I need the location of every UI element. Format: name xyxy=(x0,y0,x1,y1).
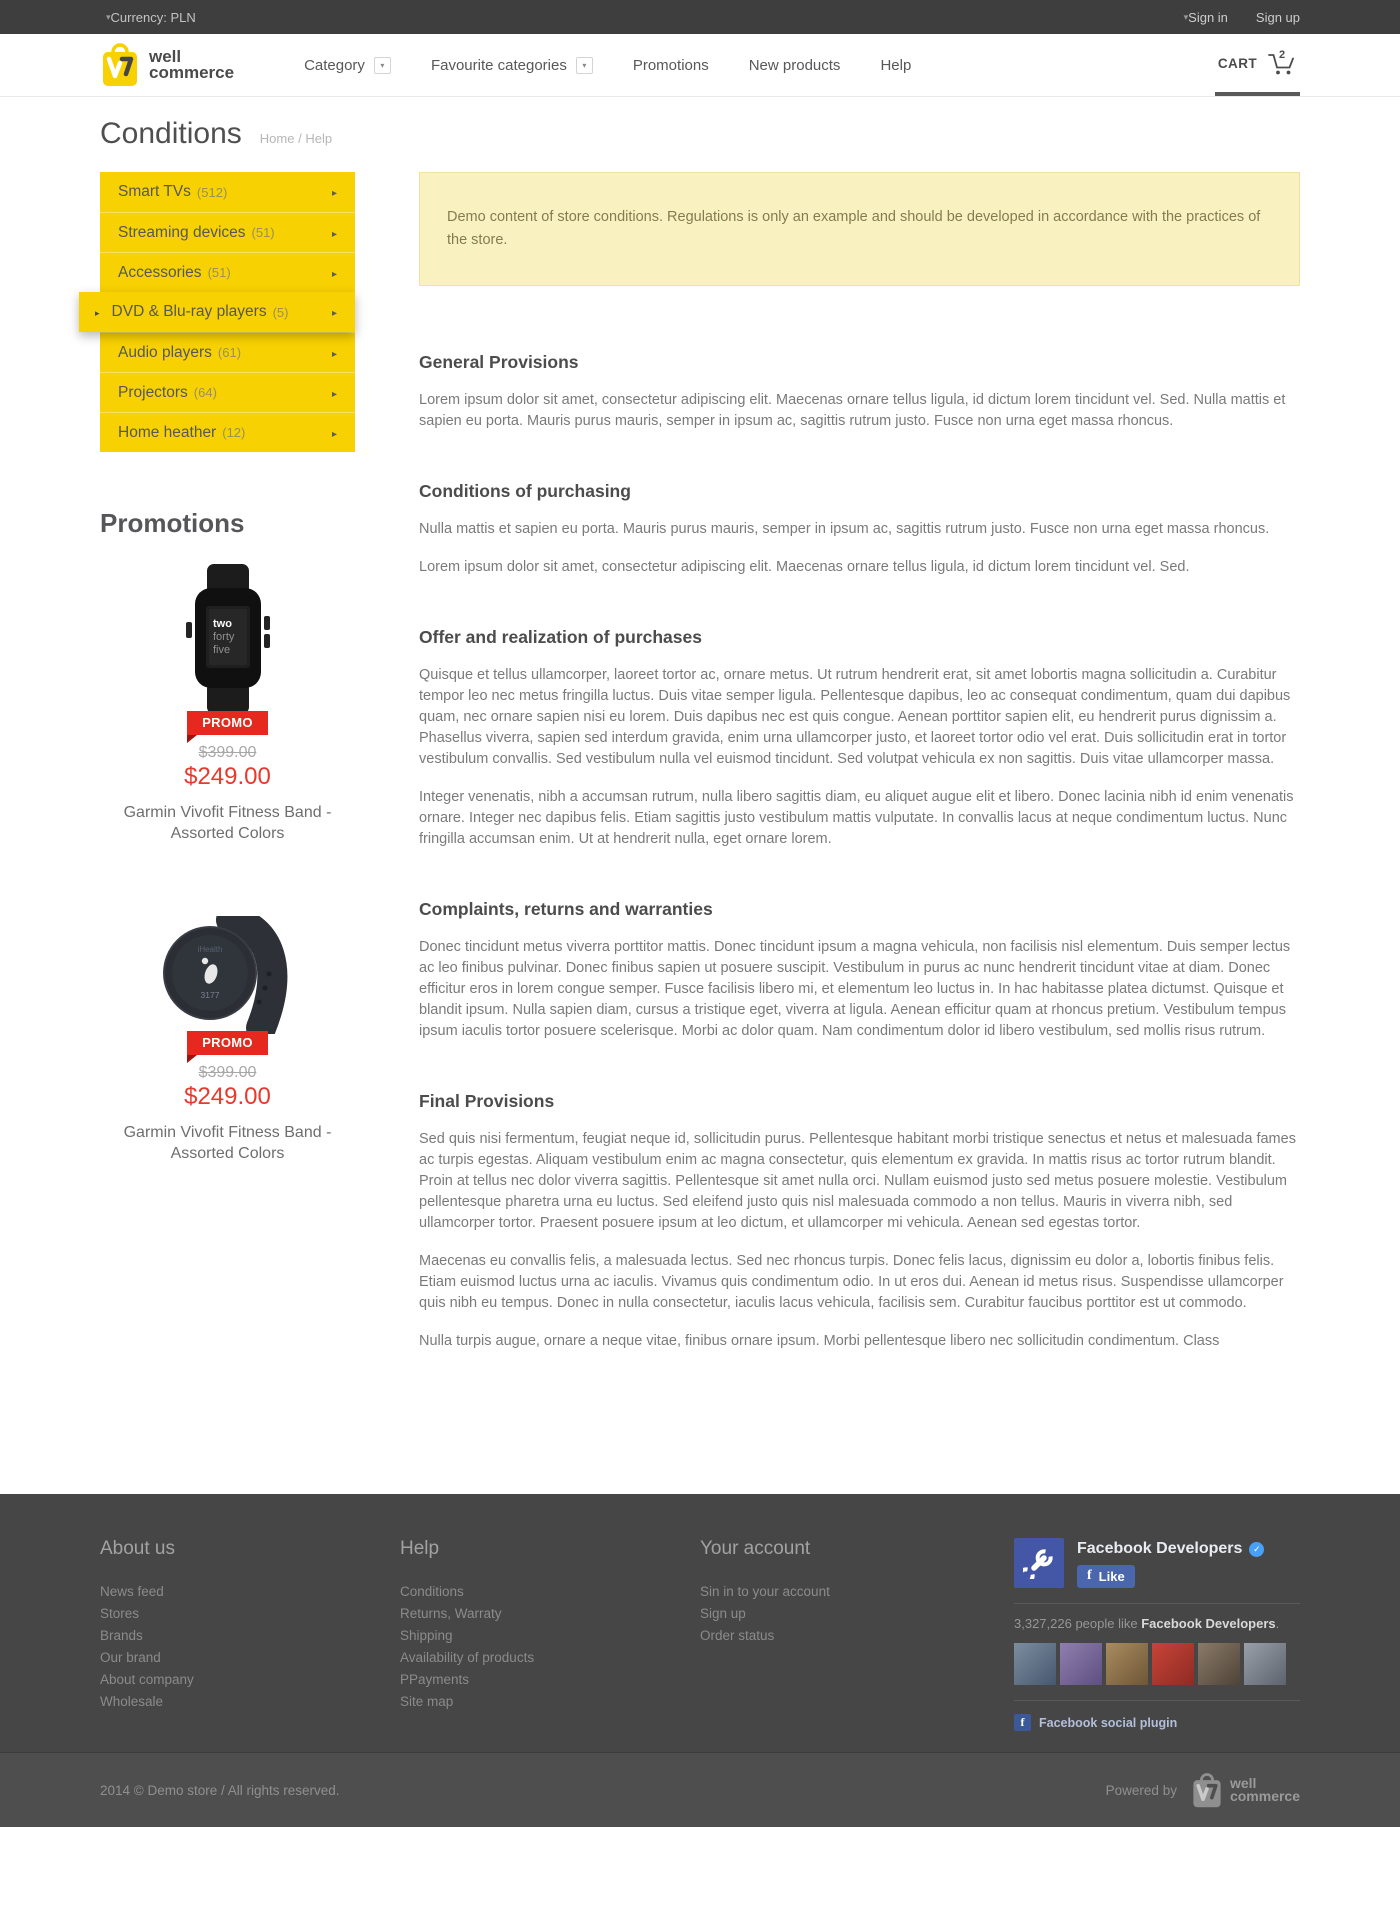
category-label: Audio players xyxy=(118,343,212,361)
divider xyxy=(1014,1700,1300,1701)
powered-logo-text: well commerce xyxy=(1229,1775,1300,1805)
currency-selector[interactable] xyxy=(100,10,196,25)
copyright-text: 2014 © Demo store / All rights reserved. xyxy=(100,1782,340,1798)
footer-links xyxy=(100,1581,400,1713)
promo-product-card[interactable] xyxy=(100,916,355,1164)
category-menu xyxy=(100,172,355,452)
footer-column-account xyxy=(700,1538,1014,1731)
footer-column-title: About us xyxy=(100,1538,175,1560)
category-count: (512) xyxy=(196,184,228,200)
sign-up-label: Sign up xyxy=(1255,9,1300,25)
section-paragraph: Maecenas eu convallis felis, a malesuada lectus. Sed nec rhoncus turpis. Donec felis lacus, dignissim eu dolor a, lobortis finibus felis. Etiam euismod luctus urna ac iaculis. Vivamus quis condimentum odio. In ut eros dui. Aenean id metus risus. Suspendisse ullamcorper quis nibh eu tempus. Donec in nulla consectetur, iaculis lacus vehicula, facilisis sem. Curabitur faucibus porttitor est ut commodo. xyxy=(419,1253,1284,1312)
section-heading: Offer and realization of purchases xyxy=(419,627,702,648)
footer-link[interactable]: Returns, Warraty xyxy=(400,1606,502,1622)
chevron-right-icon xyxy=(332,344,337,362)
content-area xyxy=(100,172,1300,1494)
cart-icon xyxy=(1267,50,1297,76)
chevron-right-icon xyxy=(332,424,337,442)
demo-notice-box: Demo content of store conditions. Regulations is only an example and should be developed in accordance with the practices of the store. xyxy=(419,172,1300,286)
page-head xyxy=(0,97,1400,151)
main-nav xyxy=(304,57,911,74)
facebook-fan-photo[interactable] xyxy=(1198,1643,1240,1685)
category-count: (61) xyxy=(217,345,242,360)
content-section xyxy=(419,352,1300,432)
nav-new-products-label: New products xyxy=(748,56,841,74)
footer-column-title: Help xyxy=(400,1538,440,1560)
nav-category[interactable] xyxy=(304,57,391,74)
footer-link[interactable]: Wholesale xyxy=(100,1694,164,1710)
sign-up-link[interactable] xyxy=(1256,10,1300,25)
svg-text:3177: 3177 xyxy=(200,990,219,1001)
nav-category-label: Category xyxy=(304,56,365,74)
category-label: Accessories xyxy=(118,263,202,281)
facebook-widget xyxy=(1014,1538,1300,1731)
section-paragraphs xyxy=(419,390,1300,432)
cart-button[interactable] xyxy=(1215,34,1300,96)
cart-label: CART xyxy=(1217,55,1257,71)
content-section xyxy=(419,627,1300,850)
section-heading: Complaints, returns and warranties xyxy=(419,899,713,920)
footer-link[interactable]: Our brand xyxy=(100,1650,161,1666)
category-label: Home heather xyxy=(118,423,217,441)
conditions-main xyxy=(419,172,1300,1494)
conditions-sections xyxy=(419,352,1300,1352)
category-label: Projectors xyxy=(118,383,188,401)
category-count: (51) xyxy=(207,265,231,280)
footer-link[interactable]: Shipping xyxy=(400,1628,453,1644)
chevron-right-icon xyxy=(332,264,337,282)
old-price: $399.00 xyxy=(198,744,257,761)
fitness-tracker-image xyxy=(153,916,303,1034)
promo-badge: PROMO xyxy=(187,711,268,735)
verified-badge-icon xyxy=(1249,1542,1264,1557)
section-paragraph: Nulla mattis et sapien eu porta. Mauris purus mauris, semper in ipsum ac, sagittis rutrum justo. Fusce non urna eget massa rhoncus. xyxy=(419,521,1270,538)
promo-product-card[interactable] xyxy=(100,564,355,844)
sidebar xyxy=(100,172,355,1494)
section-heading: Final Provisions xyxy=(419,1091,555,1112)
nav-help-label: Help xyxy=(880,56,912,74)
facebook-fan-photos xyxy=(1014,1643,1300,1685)
logo-text: well commerce xyxy=(149,46,235,82)
content-section xyxy=(419,899,1300,1042)
facebook-f-icon: f xyxy=(1087,1568,1092,1584)
footer-link[interactable]: News feed xyxy=(100,1584,164,1600)
section-paragraph: Donec tincidunt metus viverra porttitor mattis. Donec tincidunt ipsum a magna vehicula, non facilisis nisl elementum. Duis semper lectus ac leo finibus pulvinar. Donec finibus sapien ut posuere suscipit. Vestibulum in purus ac nunc hendrerit tincidunt vitae at diam. Donec efficitur eros in lorem congue semper. Fusce facilisis libero mi, et elementum leo luctus in. In hac habitasse platea dictumst. Quisque et blandit ipsum. Nulla sapien diam, cursus a tristique eget, viverra at ligula. Aenean efficitur quam at rhoncus pretium. Vestibulum tempus ipsum iaculis tortor posuere scelerisque. Morbi ac dolor quam. Nam condimentum dolor id libero vestibulum, sed mollis risus rutrum. xyxy=(419,939,1291,1040)
powered-by xyxy=(1106,1772,1300,1809)
sidebar-category-item[interactable] xyxy=(100,372,355,412)
section-paragraph: Lorem ipsum dolor sit amet, consectetur adipiscing elit. Maecenas ornare tellus ligula, id dictum lorem tincidunt vel. Sed. xyxy=(419,559,1190,576)
section-heading: General Provisions xyxy=(419,352,579,373)
facebook-plugin-label[interactable]: Facebook social plugin xyxy=(1039,1715,1178,1730)
wrench-icon xyxy=(1023,1547,1055,1579)
section-paragraph: Lorem ipsum dolor sit amet, consectetur adipiscing elit. Maecenas ornare tellus ligula, id dictum lorem tincidunt vel. Sed. Nulla mattis et sapien eu porta. Mauris purus mauris, semper in ipsum ac, sagittis rutrum justo. Fusce non urna eget massa rhoncus. xyxy=(419,392,1286,430)
category-label: DVD & Blu-ray players xyxy=(111,303,267,320)
sign-in-link[interactable] xyxy=(1178,10,1228,25)
wellcommerce-footer-logo[interactable] xyxy=(1191,1772,1300,1809)
account-links xyxy=(1178,10,1300,25)
facebook-fan-photo[interactable] xyxy=(1106,1643,1148,1685)
svg-text:two: two xyxy=(212,618,232,630)
product-name-link[interactable]: Garmin Vivofit Fitness Band - Assorted Colors xyxy=(123,804,332,843)
category-count: (51) xyxy=(251,225,275,240)
page-title: Conditions xyxy=(100,117,242,150)
svg-text:forty: forty xyxy=(212,631,234,643)
nav-favourite-categories[interactable] xyxy=(431,57,593,74)
like-label: Like xyxy=(1098,1568,1125,1584)
footer-link[interactable]: About company xyxy=(100,1672,194,1688)
facebook-fan-photo[interactable] xyxy=(1244,1643,1286,1685)
breadcrumb-home-link[interactable]: Home xyxy=(259,131,295,146)
chevron-right-icon xyxy=(332,183,337,201)
category-count: (5) xyxy=(272,304,289,320)
section-paragraphs xyxy=(419,665,1300,850)
facebook-developers-logo[interactable] xyxy=(1014,1538,1064,1588)
nav-promotions[interactable] xyxy=(633,57,709,74)
sign-in-label: ▾ Sign in xyxy=(1188,9,1228,25)
category-count: (64) xyxy=(193,385,217,400)
section-paragraph: Integer venenatis, nibh a accumsan rutrum, nulla libero sagittis diam, eu aliquet augue elit et libero. Donec lacinia nibh id enim venenatis ornare. Integer nec dapibus felis. Etiam sagittis justo vestibulum mattis vulputate. In convallis lacus at neque condimentum luctus. Nunc fringilla accumsan enim. Ut at hendrerit nulla, eget ornare lorem. xyxy=(419,789,1294,848)
divider xyxy=(1014,1603,1300,1604)
breadcrumb-separator: / xyxy=(298,131,302,146)
shopping-bag-logo-icon xyxy=(100,42,140,88)
category-label: Smart TVs xyxy=(118,183,191,200)
section-paragraphs xyxy=(419,519,1300,578)
footer-link[interactable]: Stores xyxy=(100,1606,140,1622)
footer-links xyxy=(700,1581,1014,1647)
chevron-right-icon xyxy=(332,224,337,242)
product-image-smartwatch xyxy=(100,564,355,714)
facebook-like-button[interactable] xyxy=(1077,1565,1135,1588)
footer-link[interactable]: Availability of products xyxy=(400,1650,535,1666)
facebook-fan-photo[interactable] xyxy=(1060,1643,1102,1685)
footer-link[interactable]: Site map xyxy=(400,1694,454,1710)
sidebar-category-item[interactable] xyxy=(100,252,355,292)
content-section xyxy=(419,481,1300,578)
category-count: (12) xyxy=(222,425,246,440)
currency-label: ▾ Currency: PLN xyxy=(110,9,196,25)
facebook-plugin-footer xyxy=(1014,1714,1300,1731)
nav-help[interactable] xyxy=(880,57,911,74)
smartwatch-image xyxy=(185,564,271,714)
current-price: $249.00 xyxy=(184,763,271,790)
main-header xyxy=(0,34,1400,97)
footer-column-title: Your account xyxy=(700,1538,811,1560)
nav-promotions-label: Promotions xyxy=(632,56,709,74)
facebook-like-count: 3,327,226 people like Facebook Developers. xyxy=(1014,1616,1280,1632)
sidebar-category-item[interactable] xyxy=(100,172,355,212)
nav-new-products[interactable] xyxy=(749,57,841,74)
chevron-right-icon xyxy=(332,384,337,402)
sidebar-category-item[interactable] xyxy=(79,292,355,332)
svg-text:iHealth: iHealth xyxy=(197,945,222,955)
section-paragraph: Quisque et tellus ullamcorper, laoreet tortor ac, ornare metus. Ut rutrum hendrerit erat, sit amet lobortis magna sollicitudin a. Curabitur tempor leo nec metus fringilla luctus. Duis vitae semper ligula. Pellentesque dapibus, leo ac consequat condimentum, quam dui dapibus quam, nec ornare sapien nisi eu lorem. Duis dapibus nec est quis congue. Aenean porttitor sapien elit, eu hendrerit purus dignissim a. Phasellus viverra, sapien sed interdum gravida, enim urna ullamcorper justo, et laoreet tortor odio vel erat. Duis sollicitudin erat in tortor vestibulum convallis. Sed vestibulum nulla vel euismod tincidunt. Sed volutpat vehicula ex non sagittis. Duis vitae ullamcorper massa. xyxy=(419,667,1291,768)
content-section xyxy=(419,1091,1300,1352)
chevron-right-icon xyxy=(332,303,337,321)
sidebar-category-item[interactable] xyxy=(100,332,355,372)
breadcrumb xyxy=(260,131,332,146)
chevron-down-icon[interactable] xyxy=(576,57,593,74)
footer-column-help xyxy=(400,1538,700,1731)
section-paragraphs xyxy=(419,1129,1300,1352)
category-label: Streaming devices xyxy=(118,223,246,241)
footer-link[interactable]: Sign up xyxy=(700,1606,746,1622)
facebook-fan-photo[interactable] xyxy=(1152,1643,1194,1685)
facebook-f-icon: f xyxy=(1014,1714,1031,1731)
shopping-bag-logo-icon xyxy=(1191,1772,1223,1809)
cart-count-badge: 2 xyxy=(1279,49,1286,61)
promotions-title: Promotions xyxy=(100,508,245,538)
section-paragraphs xyxy=(419,937,1300,1042)
footer xyxy=(0,1494,1400,1752)
section-heading: Conditions of purchasing xyxy=(419,481,631,502)
store-logo[interactable] xyxy=(100,42,234,88)
svg-text:five: five xyxy=(212,644,230,656)
product-image-tracker xyxy=(100,916,355,1034)
chevron-down-icon[interactable] xyxy=(374,57,391,74)
footer-column-about xyxy=(100,1538,400,1731)
old-price: $399.00 xyxy=(198,1064,257,1082)
footer-link[interactable]: Order status xyxy=(700,1628,775,1644)
section-paragraph: Nulla turpis augue, ornare a neque vitae, finibus ornare ipsum. Morbi pellentesque libero nec sollicitudin condimentum. Class xyxy=(419,1333,1220,1350)
sidebar-category-item[interactable] xyxy=(100,212,355,252)
facebook-fan-photo[interactable] xyxy=(1014,1643,1056,1685)
facebook-page-name[interactable]: Facebook Developers xyxy=(1077,1540,1243,1558)
footer-link[interactable]: PPayments xyxy=(400,1672,470,1688)
top-bar xyxy=(0,0,1400,34)
bottom-bar xyxy=(0,1752,1400,1827)
footer-link[interactable]: Conditions xyxy=(400,1584,464,1600)
section-paragraph: Sed quis nisi fermentum, feugiat neque id, sollicitudin purus. Pellentesque habitant morbi tristique senectus et netus et malesuada fames ac turpis egestas. Aliquam vestibulum enim ac magna consectetur, quis elementum ex gravida. In mattis risus ac tortor rutrum blandit. Proin at tellus nec dolor viverra sagittis. Pellentesque sit amet nulla orci. Nullam euismod justo sed metus posuere molestie. Vestibulum pellentesque pharetra urna eu luctus. Sed eleifend justo quis nisl malesuada commodo a non tellus. Mauris in viverra nibh, sed ullamcorper tortor. Praesent posuere ipsum at leo dictum, et ullamcorper mi vehicula. Aenean sed egestas tortor. xyxy=(419,1131,1296,1232)
footer-link[interactable]: Brands xyxy=(100,1628,143,1644)
breadcrumb-current: Help xyxy=(305,131,333,146)
chevron-right-icon xyxy=(95,303,100,321)
powered-by-label: Powered by xyxy=(1105,1782,1177,1798)
current-price: $249.00 xyxy=(184,1083,271,1111)
footer-link[interactable]: Sin in to your account xyxy=(700,1584,830,1600)
promo-badge: PROMO xyxy=(187,1031,268,1055)
footer-links xyxy=(400,1581,700,1713)
product-name-link[interactable]: Garmin Vivofit Fitness Band - Assorted Colors xyxy=(123,1124,332,1163)
nav-favourite-label: Favourite categories xyxy=(430,56,567,74)
sidebar-category-item[interactable] xyxy=(100,412,355,452)
